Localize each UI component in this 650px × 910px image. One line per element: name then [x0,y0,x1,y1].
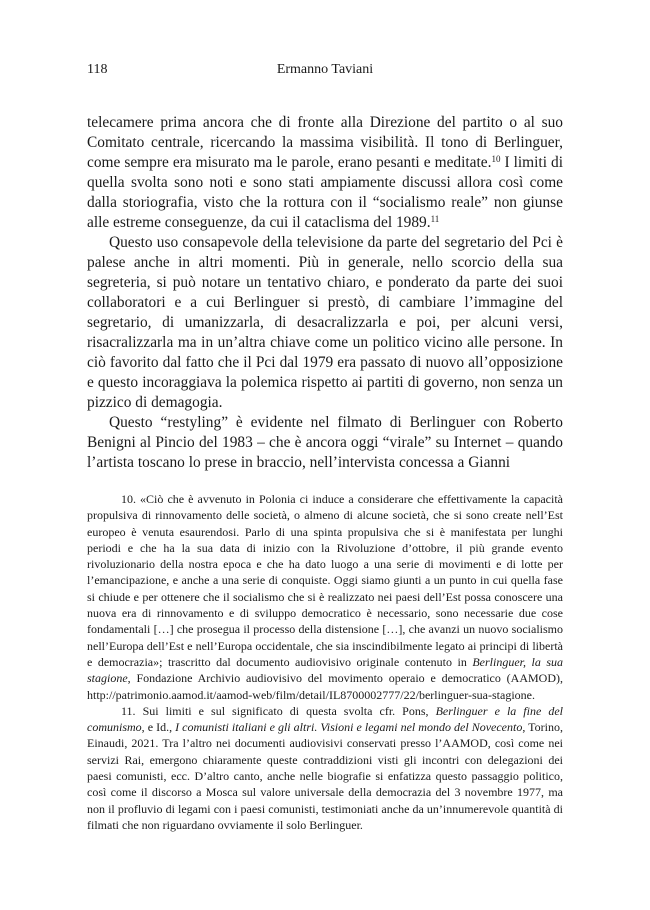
paragraph-1-text-a: telecamere prima ancora che di fronte alla Direzione del partito o al suo Comitato centrale, ricercando la massima visibilità. Il tono di Berlinguer, come sempre era misurato ma le parole, erano pesanti e meditate. [87,114,563,171]
footnote-ref-11[interactable]: 11 [430,214,440,224]
paragraph-1 [87,113,563,233]
page-number: 118 [87,62,108,77]
paragraph-1-text-b: I limiti di quella svolta sono noti e sono stati ampiamente discussi allora così come dalla storiografia, visto che la rottura con il “socialismo reale” non giunse alle estreme conseguenze, da cui il cataclisma del 1989. [87,154,563,231]
footnotes [87,491,563,833]
footnote-10-text-a: «Ciò che è avvenuto in Polonia ci induce a considerare che effettivamente la capacità propulsiva di rinnovamento delle società, o almeno di alcune società, che si sono create nell’Est europeo è venuta esaurendosi. Parlo di una spinta propulsiva che si è manifestata per lunghi periodi e che ha la sua data di inizio con la Rivoluzione d’ottobre, il più grande evento rivoluzionario della nostra epoca e che ha dato luogo a una serie di movimenti e di lotte per l’emancipazione, e anche a una serie di conquiste. Oggi siamo giunti a un punto in cui quella fase si chiude e per ottenere che il socialismo che si è realizzato nei paesi dell’Est possa conoscere una nuova era di rinnovamento e di sviluppo democratico è necessario, sono necessarie due cose fondamentali […] che prosegua il processo della distensione […], che avanzi un nuovo socialismo nell’Europa dell’Est e nell’Europa occidentale, che sia inscindibilmente legato ai principi di libertà e democrazia»; trascritto dal documento audiovisivo originale contenuto in [87,492,563,669]
footnote-10-title: Berlinguer, la sua stagione [87,654,563,686]
footnote-11-text-a: Sui limiti e sul significato di questa svolta cfr. Pons, [135,703,436,718]
footnote-10-number: 10. [121,492,136,506]
footnote-11-text-b: , e Id., [141,720,176,735]
footnote-11-title-2: I comunisti italiani e gli altri. Visioni e legami nel mondo del Novecento [175,720,523,735]
paragraph-2: Questo uso consapevole della televisione da parte del segretario del Pci è palese anche in altri momenti. Più in generale, nello scorcio della sua segreteria, si può notare un tentativo chiaro, e ponderato da parte dei suoi collaboratori e a cui Berlinguer si prestò, di cambiare l’immagine del segretario, di umanizzarla, di desacralizzarla e poi, per alcuni versi, risacralizzarla ma in un’altra chiave come un politico vicino alle persone. In ciò favorito dal fatto che il Pci dal 1979 era passato di nuovo all’opposizione e questo incoraggiava la polemica rispetto ai partiti di governo, non senza un pizzico di demagogia. [87,234,563,411]
main-text [87,113,563,473]
footnote-11-number: 11. [121,703,136,718]
footnote-11 [87,703,563,833]
footnote-ref-10[interactable]: 10 [491,154,501,164]
page-header [87,62,563,82]
paragraph-3: Questo “restyling” è evidente nel filmato di Berlinguer con Roberto Benigni al Pincio del 1983 – che è ancora oggi “virale” su Internet – quando l’artista toscano lo prese in braccio, nell’intervista concessa a Gianni [87,414,563,471]
footnote-11-title-1: Berlinguer e la fine del comunismo [87,703,563,735]
footnote-10-text-b: , Fondazione Archivio audiovisivo del movimento operaio e democratico (AAMOD), http://patrimonio.aamod.it/aamod-web/film/detail/IL8700002777/22/berlinguer-sua-stagione. [87,671,563,702]
running-head: Ermanno Taviani [276,62,374,77]
footnote-10 [87,491,563,703]
footnote-11-text-c: , Torino, Einaudi, 2021. Tra l’altro nei documenti audiovisivi conservati presso l’AAMOD, così come nei servizi Rai, emergono chiaramente queste contraddizioni visti gli incontri con delegazioni dei paesi comunisti, ecc. D’altro canto, anche nelle biografie si enfatizza questo passaggio politico, così come il discorso a Mosca sul valore universale della democrazia del 3 novembre 1977, ma non il profluvio di legami con i paesi comunisti, testimoniati anche da un’innumerevole quantità di filmati che non riguardano ovviamente il solo Berlinguer. [87,720,563,832]
